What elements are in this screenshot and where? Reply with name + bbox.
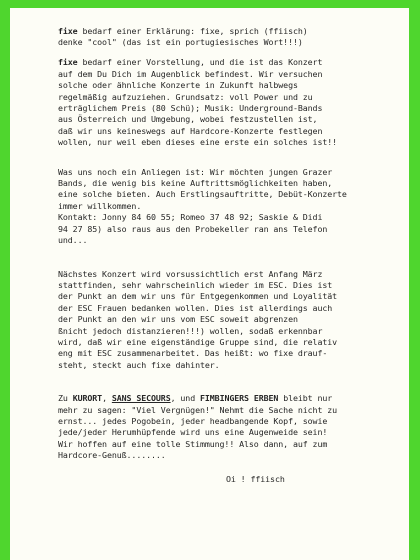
text-line: auf dem Du Dich im Augenblick befindest. Wir versuchen [58,68,323,79]
text-line: Hardcore-Genuß........ [58,450,166,461]
text-line: daß wir uns keineswegs auf Hardcore-Konzerte festlegen [58,125,323,136]
text-line: solche oder ähnliche Konzerte in Zukunft halbwegs [58,80,298,91]
bands-paragraph [58,393,395,461]
text-line: der ESC Frauen bedanken wollen. Dies ist allerdings auch [58,302,333,313]
band-fimbingers-erben: FIMBINGERS ERBEN [199,393,279,404]
text-line: regelmäßig aufzuziehen. Grundsatz: voll Power und zu [58,91,313,102]
text-line: jede/jeder Herumhüpfende wird uns eine Augenweide sein! [58,427,328,438]
signature: Oi ! ffiisch [226,473,285,484]
next-concert-paragraph [58,269,395,372]
text-span: bedarf einer Vorstellung, und die ist das Konzert [77,57,323,68]
text-line: Wir hoffen auf eine tolle Stimmung!! Also dann, auf zum [58,438,328,449]
text-line [58,26,395,37]
concept-paragraph [58,57,395,148]
text-line: eine solche bieten. Auch Erstlingsauftritte, Debüt-Konzerte [58,189,347,200]
contact-line: Kontakt: Jonny 84 60 55; Romeo 37 48 92; Saskie & Didi [58,212,323,223]
text-span: bedarf einer Erklärung: fixe, sprich (ffiisch) [77,26,308,36]
text-span: , und [170,393,200,404]
contact-line: 94 27 85) also raus aus den Probekeller ran ans Telefon [58,223,328,234]
text-line: Was uns noch ein Anliegen ist: Wir möchten jungen Grazer [58,166,333,177]
text-line: immer willkommen. [58,200,142,211]
text-line [58,57,395,68]
text-line: der Punkt an dem wir uns für Entgegenkommen und Loyalität [58,291,338,302]
text-line: Nächstes Konzert wird vorsussichtlich erst Anfang März [58,268,323,279]
text-line: und... [58,235,88,246]
text-line: ernst... jedes Pogobein, jeder headbangende Kopf, sowie [58,415,328,426]
text-line: erträglichem Preis (80 Schü); Musik: Underground-Bands [58,103,323,114]
intro-paragraph [58,26,395,49]
text-line: ßnicht jedoch distanzieren!!!) wollen, sodaß erkennbar [58,325,323,336]
text-span: Zu [58,393,73,404]
text-line: mehr zu sagen: "Viel Vergnügen!" Nehmt die Sache nicht zu [58,404,338,415]
text-line: steht, steckt auch fixe dahinter. [58,359,220,370]
band-kurort: KURORT [72,393,103,404]
text-line: der Punkt an den wir uns vom ESC soweit abgrenzen [58,314,298,325]
text-span: , [102,393,112,404]
text-line: wird, daß wir eine eigenständige Gruppe sind, die relativ [58,336,338,347]
text-span: bleibt nur [278,393,333,404]
text-line: eng mit ESC zusammenarbeitet. Das heißt: wo fixe drauf- [58,348,328,359]
keyword-fixe: fixe [58,26,78,36]
text-line: aus Österreich und Umgebung, wobei festzustellen ist, [58,114,318,125]
band-sans-secours: SANS SECOURS [111,393,171,404]
text-line: wollen, nur weil eben dieses eine erste ein solches ist!! [58,137,338,148]
text-line [58,393,395,404]
text-line: Bands, die wenig bis keine Auftrittsmöglichkeiten haben, [58,178,333,189]
text-line: denke "cool" (das ist ein portugiesisches Wort!!!) [58,37,303,48]
flyer-sheet [10,8,409,560]
contact-paragraph [58,167,395,247]
text-line: stattfinden, sehr wahrscheinlich wieder im ESC. Dies ist [58,279,333,290]
keyword-fixe: fixe [58,57,78,68]
